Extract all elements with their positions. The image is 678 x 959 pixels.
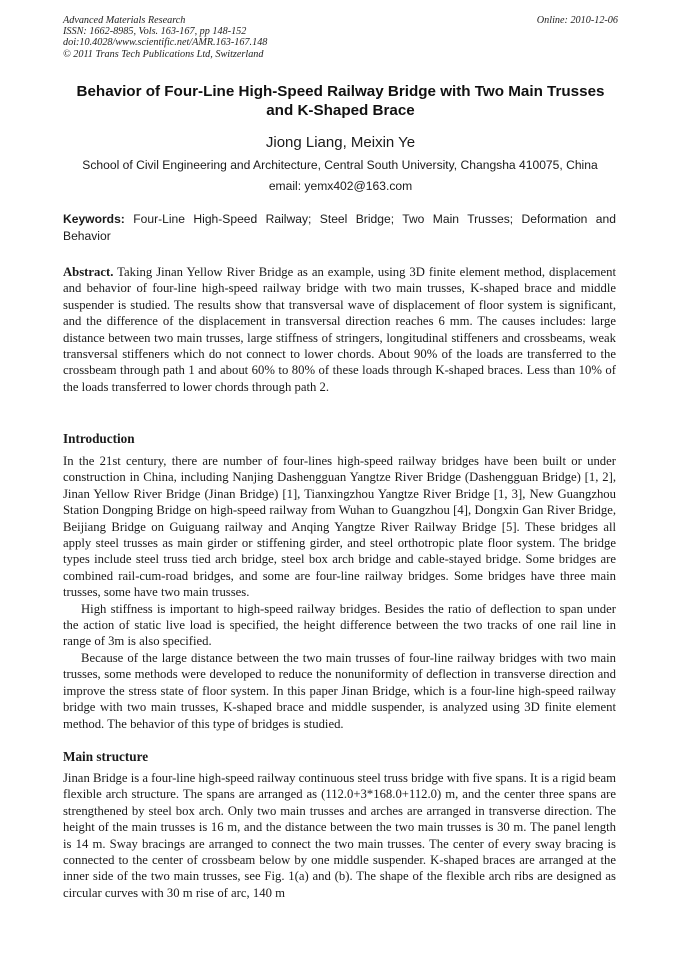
paper-title: Behavior of Four-Line High-Speed Railway Bridge with Two Main Trusses and K-Shaped Brace bbox=[76, 83, 605, 119]
author-email: email: yemx402@163.com bbox=[268, 179, 413, 193]
introduction-paragraph-3: Because of the large distance between the two main trusses of four-line railway bridges with two main trusses, some methods were developed to reduce the nonuniformity of deflection in transverse direction and improve the stress state of floor system. In this paper Jinan Bridge, which is a four-line high-speed railway bridge with two main trusses, K-shaped brace and middle suspender, is analyzed using 3D finite element method. The behavior of this type of bridges is studied. bbox=[63, 650, 616, 731]
copyright-line: © 2011 Trans Tech Publications Ltd, Switzerland bbox=[63, 48, 264, 60]
main-structure-body bbox=[63, 770, 616, 901]
introduction-body bbox=[63, 453, 616, 732]
affiliation: School of Civil Engineering and Architecture, Central South University, Changsha 410075, China bbox=[82, 158, 598, 172]
abstract-text: Taking Jinan Yellow River Bridge as an example, using 3D finite element method, displacement and behavior of four-line high-speed railway bridge with two main trusses, K-shaped brace and middle suspender is studied. The results show that transversal wave of displacement of floor system is significant, and the difference of the displacement in transversal direction reaches 6 mm. The causes includes: large distance between two main trusses, large stiffness of stringers, longitudinal stiffeners and crossbeams, weak transversal stiffeners which do not connect to lower chords. About 90% of the loads are transferred to the crossbeam through path 1 and about 60% to 80% of these loads through K-shaped braces. Less than 10% of the loads transferred to lower chords through path 2. bbox=[63, 265, 616, 394]
journal-name: Advanced Materials Research bbox=[63, 15, 186, 26]
online-date: Online: 2010-12-06 bbox=[536, 15, 618, 26]
keywords-label: Keywords: bbox=[63, 212, 125, 226]
abstract-label: Abstract. bbox=[63, 265, 114, 279]
main-structure-heading: Main structure bbox=[63, 749, 149, 764]
introduction-paragraph-2: High stiffness is important to high-speed railway bridges. Besides the ratio of deflection to span under the action of static live load is specified, the height difference between the two tracks of one rail line in range of 3m is also specified. bbox=[63, 601, 616, 649]
keywords-text: Four-Line High-Speed Railway; Steel Bridge; Two Main Trusses; Deformation and Behavior bbox=[63, 212, 616, 243]
keywords bbox=[63, 211, 616, 244]
introduction-heading: Introduction bbox=[63, 431, 135, 446]
abstract bbox=[63, 264, 616, 395]
main-structure-paragraph-1: Jinan Bridge is a four-line high-speed railway continuous steel truss bridge with five spans. It is a rigid beam flexible arch structure. The spans are arranged as (112.0+3*168.0+112.0) m, and the center three spans are strengthened by steel box arch. Only two main trusses and arches are arranged in transverse direction. The height of the main trusses is 16 m, and the distance between the two main trusses is 30 m. The panel length is 14 m. Sway bracings are arranged to connect the two main trusses. The center of every sway bracing is connected to the center of crossbeam below by one middle suspender. K-shaped braces are arranged at the inner side of the two main trusses, see Fig. 1(a) and (b). The shape of the flexible arch ribs are designed as circular curves with 30 m rise of arc, 140 m bbox=[63, 771, 616, 900]
introduction-paragraph-1: In the 21st century, there are number of four-lines high-speed railway bridges have been built or under construction in China, including Nanjing Dashengguan Yangtze River Bridge (Dashengguan Bridge) [1, 2], Jinan Yellow River Bridge (Jinan Bridge) [1], Tianxingzhou Yangtze River Bridge [1, 3], New Guangzhou Station Dongping Bridge on high-speed railway from Wuhan to Guangzhou [4], Dongxin Gan River Bridge, Beijiang Bridge on Guiguang railway and Anqing Yangtze River Railway Bridge [5]. These bridges all apply steel trusses as main girder or stiffening girder, and steel orthotropic plate floor system. The bridge types include steel truss tied arch bridge, steel box arch bridge and cable-stayed bridge. Some bridges are combined rail-cum-road bridges, and some are four-line railway bridges. Some bridges have three main trusses, some have two main trusses. bbox=[63, 454, 616, 600]
doi-line: doi:10.4028/www.scientific.net/AMR.163-167.148 bbox=[63, 37, 268, 49]
issn-line: ISSN: 1662-8985, Vols. 163-167, pp 148-152 bbox=[63, 26, 247, 38]
journal-header bbox=[63, 15, 618, 60]
author-list: Jiong Liang, Meixin Ye bbox=[265, 134, 416, 151]
